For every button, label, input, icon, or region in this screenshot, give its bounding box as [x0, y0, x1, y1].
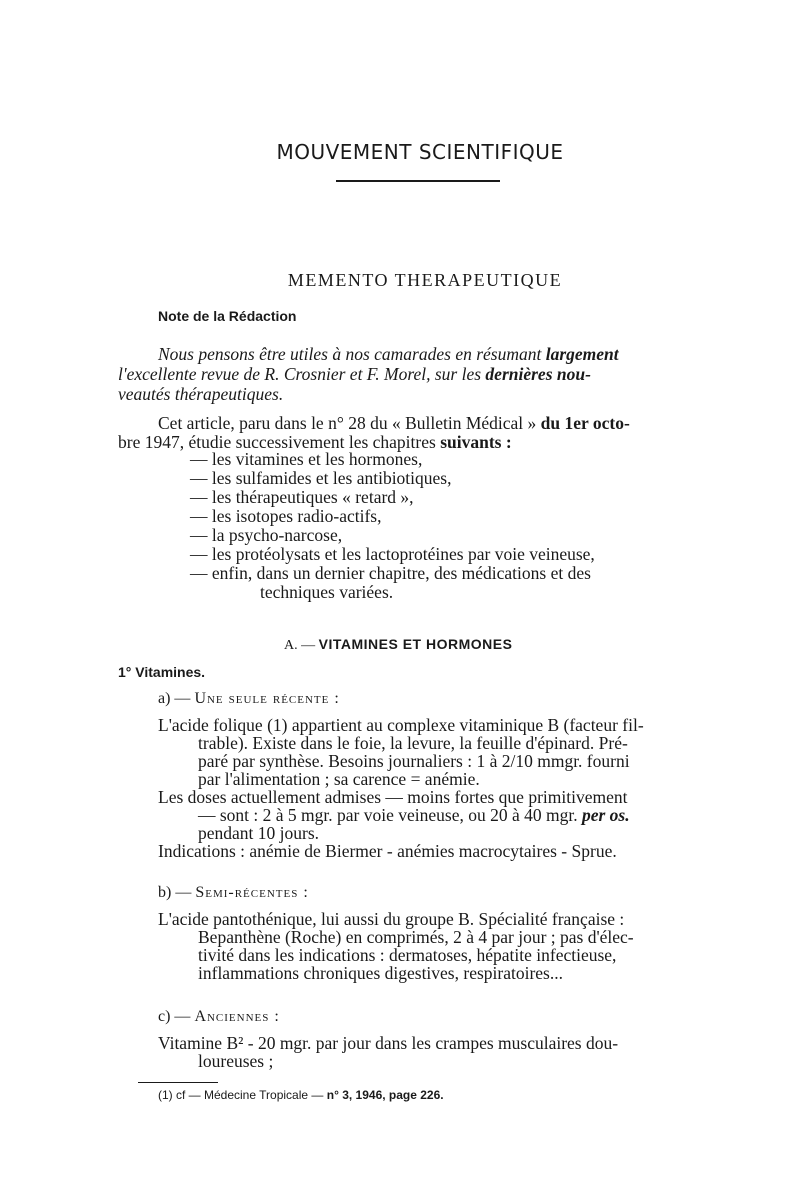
- text-line: Vitamine B² - 20 mgr. par jour dans les crampes musculaires dou-: [158, 1033, 619, 1053]
- footnote-text: (1) cf — Médecine Tropicale —: [158, 1088, 324, 1102]
- editorial-intro: [118, 344, 738, 404]
- footnote-divider: [138, 1082, 218, 1083]
- subsection-b-label: b) —: [158, 884, 192, 901]
- subsection-b-title: Semi-récentes :: [195, 884, 309, 901]
- text-line: tivité dans les indications : dermatoses, hépatite infectieuse,: [198, 945, 617, 965]
- text-line: pendant 10 jours.: [198, 823, 320, 843]
- article-line-2b: suivants :: [440, 432, 512, 452]
- article-line-1b: du 1er octo-: [540, 413, 630, 433]
- folic-acid-block: [158, 716, 738, 860]
- article-paragraph: [118, 414, 738, 452]
- intro-line-2-bold: dernières nou-: [485, 364, 591, 384]
- text-line: Bepanthène (Roche) en comprimés, 2 à 4 par jour ; pas d'élec-: [198, 927, 634, 947]
- section-title: MEMENTO THERAPEUTIQUE: [287, 270, 563, 290]
- list-item: — les protéolysats et les lactoprotéines par voie veineuse,: [190, 544, 595, 564]
- text-line: trable). Existe dans le foie, la levure, la feuille d'épinard. Pré-: [198, 733, 628, 753]
- text-line: inflammations chroniques digestives, respiratoires...: [198, 963, 563, 983]
- per-os-text: per os.: [581, 805, 630, 825]
- list-item: — enfin, dans un dernier chapitre, des médications et des: [190, 563, 591, 583]
- footnote-reference: n° 3, 1946, page 226.: [326, 1088, 444, 1102]
- section-prefix: A. —: [284, 638, 316, 653]
- list-item: — les isotopes radio-actifs,: [190, 506, 382, 526]
- list-item: — la psycho-narcose,: [190, 525, 343, 545]
- intro-line-1-bold: largement: [545, 344, 619, 364]
- pantothenic-acid-block: [158, 910, 738, 982]
- subsection-a-title: Une seule récente :: [194, 690, 340, 707]
- list-item: — les vitamines et les hormones,: [190, 449, 423, 469]
- footnote: [158, 1088, 444, 1102]
- text-line: paré par synthèse. Besoins journaliers : 1 à 2/10 mmgr. fourni: [198, 751, 630, 771]
- text-line: — sont : 2 à 5 mgr. par voie veineuse, ou 20 à 40 mgr.: [198, 805, 578, 825]
- list-item: — les sulfamides et les antibiotiques,: [190, 468, 452, 488]
- text-line: par l'alimentation ; sa carence = anémie.: [198, 769, 480, 789]
- article-line-2a: bre 1947, étudie successivement les chapitres: [118, 432, 436, 452]
- title-divider: [336, 180, 500, 182]
- subsection-c-title: Anciennes :: [194, 1008, 280, 1025]
- intro-line-1: Nous pensons être utiles à nos camarades en résumant: [158, 344, 542, 364]
- intro-line-3: veautés thérapeutiques.: [118, 384, 284, 404]
- subsection-c-heading: [158, 1008, 280, 1026]
- subsection-a-label: a) —: [158, 690, 191, 707]
- page-title: MOUVEMENT SCIENTIFIQUE: [276, 140, 564, 164]
- editorial-note-label: Note de la Rédaction: [158, 308, 297, 324]
- text-line: L'acide pantothénique, lui aussi du groupe B. Spécialité française :: [158, 909, 625, 929]
- subsection-b-heading: [158, 884, 309, 902]
- text-line: loureuses ;: [198, 1051, 274, 1071]
- subsection-a-heading: [158, 690, 340, 708]
- text-line: L'acide folique (1) appartient au complexe vitaminique B (facteur fil-: [158, 715, 644, 735]
- vitamins-label: 1° Vitamines.: [118, 664, 206, 680]
- subsection-c-label: c) —: [158, 1008, 191, 1025]
- text-line: Les doses actuellement admises — moins fortes que primitivement: [158, 787, 628, 807]
- chapter-list: [190, 450, 770, 602]
- article-line-1a: Cet article, paru dans le n° 28 du « Bulletin Médical »: [158, 413, 537, 433]
- indications-line: Indications : anémie de Biermer - anémies macrocytaires - Sprue.: [158, 841, 617, 861]
- section-heading-text: VITAMINES ET HORMONES: [318, 636, 513, 652]
- list-item: — les thérapeutiques « retard »,: [190, 487, 414, 507]
- vitamin-b2-block: [158, 1034, 738, 1070]
- section-heading: [284, 636, 512, 654]
- intro-line-2: l'excellente revue de R. Crosnier et F. Morel, sur les: [118, 364, 482, 384]
- list-item-continuation: techniques variées.: [260, 582, 394, 602]
